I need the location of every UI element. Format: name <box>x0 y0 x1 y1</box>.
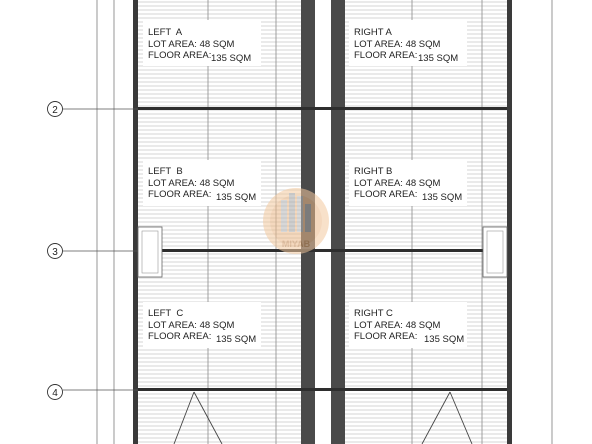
grid-marker-4-label: 4 <box>52 388 58 399</box>
unit-lot-area: LOT AREA: 48 SQM <box>354 320 441 331</box>
unit-label-right-a <box>349 20 467 66</box>
skylight-left <box>138 227 162 277</box>
grid-marker-3-label: 3 <box>52 247 58 258</box>
unit-name: LEFT B <box>148 166 183 177</box>
unit-lot-area: LOT AREA: 48 SQM <box>148 178 235 189</box>
skylight-right <box>483 227 507 277</box>
unit-label-left-a <box>143 20 261 66</box>
center-right-wall <box>331 0 345 444</box>
unit-floor-value: 135 SQM <box>418 53 459 64</box>
grid-line-4 <box>63 388 507 391</box>
unit-lot-area: LOT AREA: 48 SQM <box>148 39 235 50</box>
watermark-logo <box>263 188 329 254</box>
grid-line-2 <box>63 107 507 110</box>
unit-floor-value: 135 SQM <box>216 192 257 203</box>
unit-floor-label: FLOOR AREA: <box>354 189 418 200</box>
unit-floor-value: 135 SQM <box>211 53 252 64</box>
unit-name: LEFT C <box>148 308 184 319</box>
right-outer-wall <box>507 0 512 444</box>
unit-floor-label: FLOOR AREA: <box>354 50 418 61</box>
watermark-text: MIYAB <box>281 239 311 249</box>
unit-label-right-c <box>349 302 467 348</box>
unit-lot-area: LOT AREA: 48 SQM <box>354 178 441 189</box>
unit-lot-area: LOT AREA: 48 SQM <box>148 320 235 331</box>
unit-floor-label: FLOOR AREA: <box>148 331 212 342</box>
unit-name: RIGHT B <box>354 166 393 177</box>
unit-floor-value: 135 SQM <box>422 192 463 203</box>
unit-name: RIGHT C <box>354 308 393 319</box>
unit-name: LEFT A <box>148 27 183 38</box>
grid-marker-4 <box>48 385 63 400</box>
unit-label-right-b <box>349 160 467 206</box>
roof-panel-right <box>344 0 507 444</box>
grid-marker-2-label: 2 <box>52 105 58 116</box>
unit-label-left-b <box>143 160 261 206</box>
unit-floor-label: FLOOR AREA: <box>148 189 212 200</box>
unit-floor-value: 135 SQM <box>216 334 257 345</box>
unit-name: RIGHT A <box>354 27 392 38</box>
unit-floor-label: FLOOR AREA: <box>354 331 418 342</box>
unit-floor-label: FLOOR AREA: <box>148 50 212 61</box>
grid-marker-3 <box>48 244 63 259</box>
grid-marker-2 <box>48 102 63 117</box>
unit-label-left-c <box>143 302 261 348</box>
unit-lot-area: LOT AREA: 48 SQM <box>354 39 441 50</box>
left-outer-wall <box>133 0 138 444</box>
unit-floor-value: 135 SQM <box>424 334 465 345</box>
